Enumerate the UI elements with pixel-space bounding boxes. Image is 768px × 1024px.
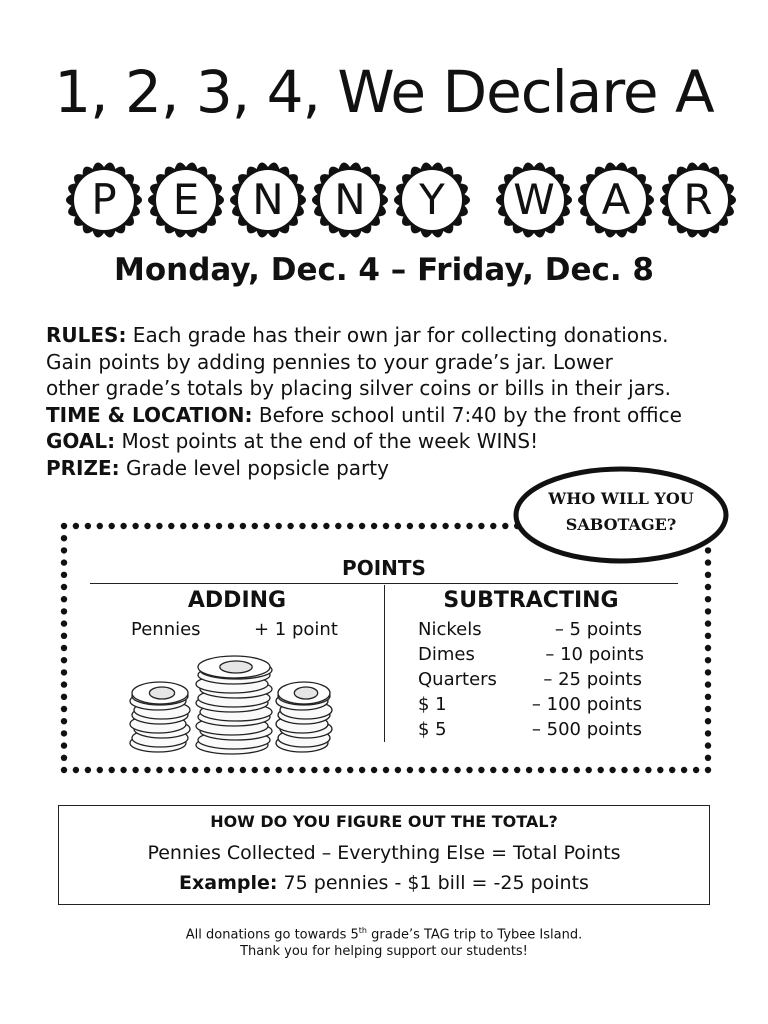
border-dot [323, 523, 329, 529]
points-title: POINTS [342, 556, 426, 580]
border-dot [73, 523, 79, 529]
points-divider-line [90, 583, 678, 584]
border-dot [192, 523, 198, 529]
border-dot [311, 523, 317, 529]
border-dot [562, 767, 568, 773]
border-dot [61, 645, 67, 651]
border-dot [61, 669, 67, 675]
letter-badge [64, 160, 144, 240]
border-dot [705, 706, 711, 712]
border-dot [442, 767, 448, 773]
border-dot [454, 767, 460, 773]
border-dot [514, 767, 520, 773]
badge-letter: R [683, 175, 713, 224]
border-dot [168, 767, 174, 773]
border-dot [395, 523, 401, 529]
border-dot [61, 633, 67, 639]
border-dot [109, 767, 115, 773]
border-dot [120, 523, 126, 529]
subtracting-item: $ 1 [418, 694, 447, 715]
border-dot [657, 767, 663, 773]
badge-letter: E [172, 175, 200, 224]
border-dot [705, 584, 711, 590]
letter-badge [228, 160, 308, 240]
rules-line-3: other grade’s totals by placing silver coins or bills in their jars. [46, 376, 671, 400]
event-dates: Monday, Dec. 4 – Friday, Dec. 8 [113, 252, 654, 288]
border-dot [61, 767, 67, 773]
border-dot [705, 742, 711, 748]
border-dot [299, 523, 305, 529]
goal-line [46, 428, 746, 455]
border-dot [61, 523, 67, 529]
border-dot [431, 523, 437, 529]
border-dot [431, 767, 437, 773]
border-dot [621, 767, 627, 773]
border-dot [347, 767, 353, 773]
border-dot [609, 767, 615, 773]
letter-badge [494, 160, 574, 240]
border-dot [335, 523, 341, 529]
border-dot [156, 767, 162, 773]
letter-badge [146, 160, 226, 240]
border-dot [61, 535, 67, 541]
border-dot [407, 767, 413, 773]
goal-label: GOAL: [46, 429, 116, 453]
border-dot [264, 767, 270, 773]
border-dot [216, 523, 222, 529]
border-dot [180, 523, 186, 529]
border-dot [669, 767, 675, 773]
time-text: Before school until 7:40 by the front office [252, 402, 682, 427]
border-dot [705, 694, 711, 700]
border-dot [228, 767, 234, 773]
letter-badge [658, 160, 738, 240]
border-dot [97, 767, 103, 773]
border-dot [705, 633, 711, 639]
border-dot [180, 767, 186, 773]
border-dot [490, 523, 496, 529]
border-dot [395, 767, 401, 773]
border-dot [228, 523, 234, 529]
letter-badge [310, 160, 390, 240]
total-example [58, 872, 710, 894]
border-dot [705, 620, 711, 626]
rules-label: RULES: [46, 323, 127, 347]
bubble-line-1: WHO WILL YOU [548, 489, 694, 508]
footer-line-1a: All donations go towards 5 [185, 927, 359, 943]
subtracting-value: – 100 points [531, 694, 642, 715]
border-dot [85, 767, 91, 773]
border-dot [442, 523, 448, 529]
border-dot [61, 608, 67, 614]
border-dot [383, 523, 389, 529]
border-dot [371, 767, 377, 773]
border-dot [287, 523, 293, 529]
subtracting-item: $ 5 [418, 719, 447, 740]
border-dot [502, 523, 508, 529]
border-dot [693, 767, 699, 773]
border-dot [85, 523, 91, 529]
border-dot [264, 523, 270, 529]
border-dot [144, 523, 150, 529]
border-dot [204, 523, 210, 529]
footer-line-2: Thank you for helping support our students! [240, 944, 528, 959]
border-dot [287, 767, 293, 773]
goal-text: Most points at the end of the week WINS! [115, 429, 539, 453]
subtracting-item: Quarters [418, 669, 497, 690]
rules-section [46, 322, 746, 481]
rules-line-2: Gain points by adding pennies to your grade’s jar. Lower [46, 349, 613, 374]
border-dot [97, 523, 103, 529]
subtracting-item: Nickels [418, 619, 482, 640]
border-dot [240, 523, 246, 529]
border-dot [120, 767, 126, 773]
border-dot [252, 767, 258, 773]
penny-coin [294, 687, 317, 699]
footer-line-1 [0, 926, 768, 942]
badge-letter: Y [419, 175, 445, 224]
letter-badge [392, 160, 472, 240]
border-dot [347, 523, 353, 529]
border-dot [419, 523, 425, 529]
footer-line-1b: grade’s TAG trip to Tybee Island. [367, 927, 583, 943]
border-dot [311, 767, 317, 773]
adding-item: Pennies [131, 619, 201, 640]
example-label: Example: [179, 872, 278, 894]
total-question: HOW DO YOU FIGURE OUT THE TOTAL? [210, 812, 558, 831]
footer-sup: th [358, 926, 367, 935]
bubble-line-2: SABOTAGE? [565, 515, 677, 534]
border-dot [490, 767, 496, 773]
border-dot [61, 730, 67, 736]
border-dot [502, 767, 508, 773]
border-dot [705, 755, 711, 761]
badge-letter: N [334, 175, 366, 224]
border-dot [323, 767, 329, 773]
time-location-line [46, 402, 746, 429]
border-dot [586, 767, 592, 773]
border-dot [538, 767, 544, 773]
subtracting-heading: SUBTRACTING [443, 588, 619, 613]
border-dot [574, 767, 580, 773]
total-formula: Pennies Collected – Everything Else = Total Points [147, 842, 621, 864]
border-dot [705, 767, 711, 773]
border-dot [359, 523, 365, 529]
border-dot [252, 523, 258, 529]
border-dot [144, 767, 150, 773]
bubble-text [512, 486, 730, 538]
border-dot [276, 523, 282, 529]
border-dot [132, 523, 138, 529]
rules-line-1 [46, 322, 746, 349]
border-dot [73, 767, 79, 773]
border-dot [705, 608, 711, 614]
border-dot [705, 657, 711, 663]
border-dot [299, 767, 305, 773]
penny-coin [149, 687, 174, 699]
adding-value: + 1 point [254, 619, 338, 640]
border-dot [478, 523, 484, 529]
badge-letter: W [513, 175, 555, 224]
border-dot [276, 767, 282, 773]
border-dot [478, 767, 484, 773]
time-label: TIME & LOCATION: [46, 402, 253, 427]
rules-text-1: Each grade has their own jar for collecting donations. [126, 323, 669, 347]
adding-heading: ADDING [187, 588, 287, 613]
border-dot [61, 706, 67, 712]
border-dot [383, 767, 389, 773]
border-dot [61, 755, 67, 761]
badge-letter: P [91, 175, 117, 224]
border-dot [645, 767, 651, 773]
border-dot [240, 767, 246, 773]
border-dot [705, 681, 711, 687]
border-dot [550, 767, 556, 773]
border-dot [705, 730, 711, 736]
penny-war-badges [64, 160, 714, 246]
border-dot [598, 767, 604, 773]
border-dot [407, 523, 413, 529]
border-dot [705, 669, 711, 675]
border-dot [359, 767, 365, 773]
border-dot [216, 767, 222, 773]
border-dot [526, 767, 532, 773]
border-dot [705, 596, 711, 602]
border-dot [61, 620, 67, 626]
letter-badge [576, 160, 656, 240]
subtracting-value: – 25 points [543, 669, 642, 690]
border-dot [633, 767, 639, 773]
border-dot [705, 645, 711, 651]
penny-coin [220, 661, 252, 673]
border-dot [61, 657, 67, 663]
subtracting-value: – 5 points [554, 619, 642, 640]
subtracting-item: Dimes [418, 644, 475, 665]
border-dot [156, 523, 162, 529]
border-dot [61, 547, 67, 553]
border-dot [335, 767, 341, 773]
subtracting-value: – 10 points [545, 644, 644, 665]
border-dot [192, 767, 198, 773]
prize-text: Grade level popsicle party [119, 455, 389, 480]
prize-label: PRIZE: [46, 455, 120, 480]
border-dot [419, 767, 425, 773]
border-dot [168, 523, 174, 529]
border-dot [204, 767, 210, 773]
border-dot [61, 742, 67, 748]
example-text: 75 pennies - $1 bill = -25 points [277, 872, 589, 894]
badge-letter: A [601, 175, 631, 224]
border-dot [61, 596, 67, 602]
badge-letter: N [252, 175, 284, 224]
border-dot [132, 767, 138, 773]
sabotage-bubble [512, 464, 730, 566]
border-dot [371, 523, 377, 529]
border-dot [61, 694, 67, 700]
border-dot [705, 718, 711, 724]
headline: 1, 2, 3, 4, We Declare A [54, 58, 714, 126]
border-dot [61, 718, 67, 724]
border-dot [61, 584, 67, 590]
border-dot [681, 767, 687, 773]
border-dot [466, 767, 472, 773]
border-dot [466, 523, 472, 529]
border-dot [61, 681, 67, 687]
border-dot [109, 523, 115, 529]
subtracting-value: – 500 points [531, 719, 642, 740]
penny-stacks-illustration [122, 650, 338, 760]
border-dot [454, 523, 460, 529]
